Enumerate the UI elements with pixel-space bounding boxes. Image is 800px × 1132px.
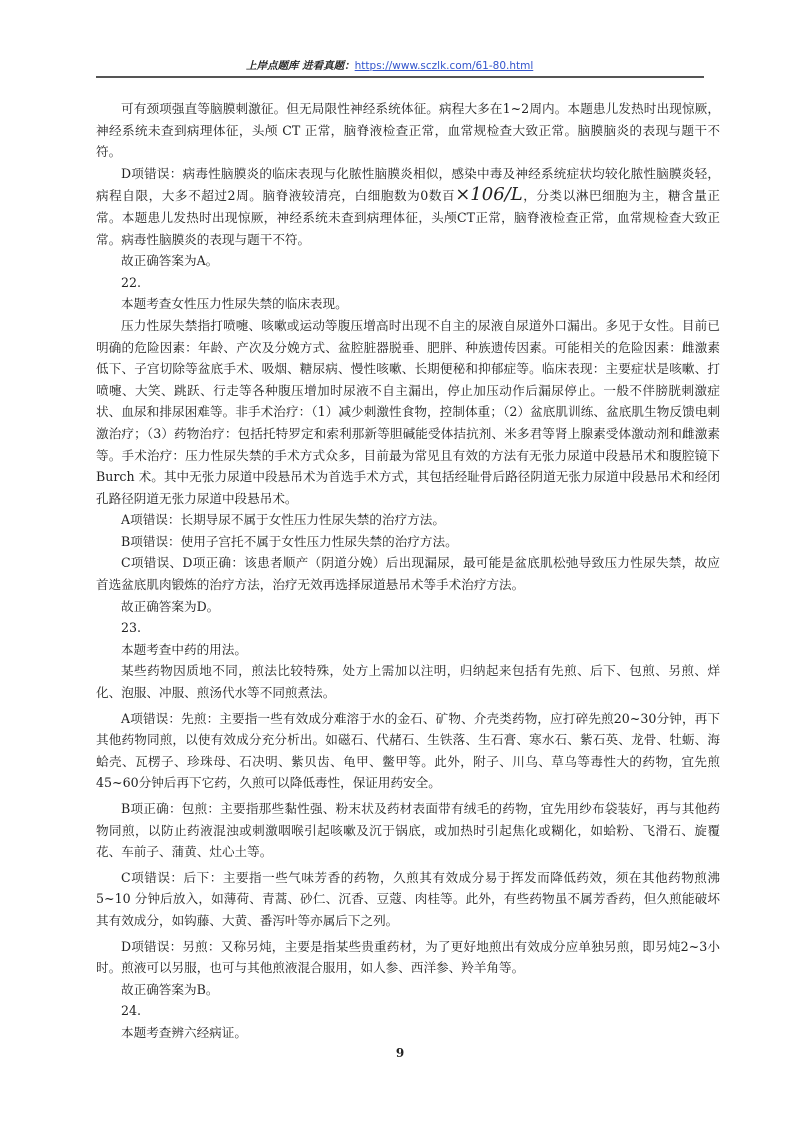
page-header bbox=[0, 0, 800, 80]
option-d-23: D项错误：另煎：又称另炖，主要是指某些贵重药材，为了更好地煎出有效成分应单独另煎，即另炖2~3小时。煎液可以另服，也可与其他煎液混合服用，如人参、西洋参、羚羊角等。 bbox=[96, 938, 720, 976]
page-number: 9 bbox=[395, 1046, 405, 1060]
topic-line-22: 本题考查女性压力性尿失禁的临床表现。 bbox=[121, 296, 348, 312]
document-body bbox=[96, 98, 720, 1044]
topic-line-23: 本题考查中药的用法。 bbox=[121, 641, 247, 657]
paragraph-decoction-methods: 某些药物因质地不同，煎法比较特殊，处方上需加以注明，归纳起来包括有先煎、后下、包煎、另煎、烊化、泡服、冲服、煎汤代水等不同煎煮法。 bbox=[96, 663, 720, 701]
option-a-22: A项错误：长期导尿不属于女性压力性尿失禁的治疗方法。 bbox=[121, 512, 445, 528]
option-a-23: A项错误：先煎：主要指一些有效成分难溶于水的金石、矿物、介壳类药物，应打碎先煎20~30分钟，再下其他药物同煎，以使有效成分充分析出。如磁石、代赭石、生铁落、生石膏、寒水石、紫石英、龙骨、牡蛎、海蛤壳、瓦楞子、珍珠母、石决明、紫贝齿、龟甲、鳖甲等。此外，附子、川乌、草乌等毒性大的药物，宜先煎45~60分钟后再下它药，久煎可以降低毒性，保证用药安全。 bbox=[96, 710, 720, 791]
topic-line-24: 本题考查辨六经病证。 bbox=[121, 1024, 247, 1040]
question-number-22: 22. bbox=[121, 274, 142, 290]
option-cd-22: C项错误、D项正确：该患者顺产（阴道分娩）后出现漏尿，最可能是盆底肌松弛导致压力性尿失禁，故应首选盆底肌肉锻炼的治疗方法，治疗无效再选择尿道悬吊术等手术治疗方法。 bbox=[96, 555, 720, 593]
header-label: 上岸点题库 进看真题： bbox=[246, 60, 355, 72]
option-c-23: C项错误：后下：主要指一些气味芳香的药物，久煎其有效成分易于挥发而降低药效，须在其他药物煎沸 5~10 分钟后放入，如薄荷、青蒿、砂仁、沉香、豆蔻、肉桂等。此外，有些药物虽不属芳香药，但久煎能破坏其有效成分，如钩藤、大黄、番泻叶等亦属后下之列。 bbox=[96, 869, 720, 928]
question-number-23: 23. bbox=[121, 620, 142, 636]
paragraph-meningoencephalitis-end: 可有颈项强直等脑膜刺激征。但无局限性神经系统体征。病程大多在1~2周内。本题患儿发热时出现惊厥，神经系统未查到病理体征，头颅 CT 正常，脑脊液检查正常，血常规检查大致正常。脑膜脑炎的表现与题干不符。 bbox=[96, 101, 720, 160]
answer-line-22: 故正确答案为D。 bbox=[121, 598, 220, 614]
question-number-24: 24. bbox=[121, 1003, 142, 1019]
header-divider bbox=[96, 76, 704, 78]
paragraph-option-d-viral-meningitis: D项错误：病毒性脑膜炎的临床表现与化脓性脑膜炎相似，感染中毒及神经系统症状均较化脓性脑膜炎轻，病程自限，大多不超过2周。脑脊液较清亮，白细胞数为0数百×106/L，分类以淋巴细胞为主，糖含量正常。本题患儿发热时出现惊厥，神经系统未查到病理体征，头颅CT正常，脑脊液检查正常，血常规检查大致正常。病毒性脑膜炎的表现与题干不符。 bbox=[96, 165, 721, 247]
option-b-23: B项正确：包煎：主要指那些黏性强、粉末状及药材表面带有绒毛的药物，宜先用纱布袋装好，再与其他药物同煎，以防止药液混浊或刺激咽喉引起咳嗽及沉于锅底，或加热时引起焦化或糊化，如蛤粉、飞滑石、旋覆花、车前子、蒲黄、灶心土等。 bbox=[96, 801, 720, 860]
paragraph-stress-incontinence: 压力性尿失禁指打喷嚏、咳嗽或运动等腹压增高时出现不自主的尿液自尿道外口漏出。多见于女性。目前已明确的危险因素：年龄、产次及分娩方式、盆腔脏器脱垂、肥胖、种族遗传因素。可能相关的危险因素：雌激素低下、子宫切除等盆底手术、吸烟、糖尿病、慢性咳嗽、长期便秘和抑郁症等。临床表现：主要症状是咳嗽、打喷嚏、大笑、跳跃、行走等各种腹压增加时尿液不自主漏出，停止加压动作后漏尿停止。一般不伴膀胱刺激症状、血尿和排尿困难等。非手术治疗：（1）减少刺激性食物，控制体重；（2）盆底肌训练、盆底肌生物反馈电刺激治疗；（3）药物治疗：包括托特罗定和索利那新等胆碱能受体拮抗剂、米多君等肾上腺素受体激动剂和雌激素等。手术治疗：压力性尿失禁的手术方式众多，目前最为常见且有效的方法有无张力尿道中段悬吊术和腹腔镜下 Burch 术。其中无张力尿道中段悬吊术为首选手术方式，其包括经耻骨后路径阴道无张力尿道中段悬吊术和经闭孔路径阴道无张力尿道中段悬吊术。 bbox=[96, 317, 720, 506]
header-url-link[interactable]: https://www.sczlk.com/61-80.html bbox=[354, 60, 534, 72]
inline-math-unit: ×106/L bbox=[455, 184, 523, 206]
answer-line-23: 故正确答案为B。 bbox=[121, 981, 219, 997]
header-text bbox=[246, 59, 533, 73]
option-b-22: B项错误：使用子宫托不属于女性压力性尿失禁的治疗方法。 bbox=[121, 533, 458, 549]
answer-line-21: 故正确答案为A。 bbox=[121, 253, 219, 269]
